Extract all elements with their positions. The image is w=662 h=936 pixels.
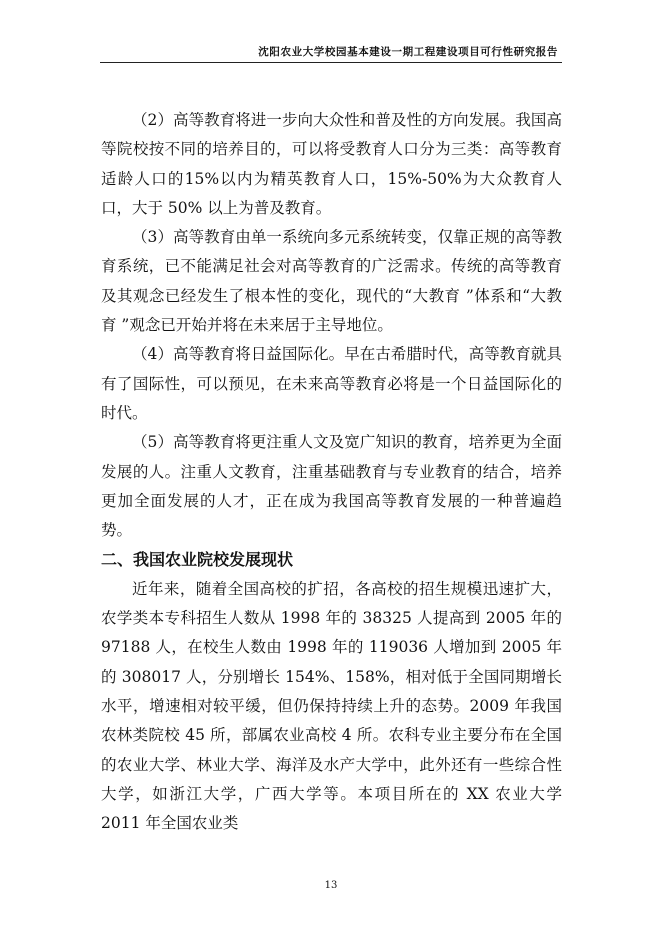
paragraph-agri-status: 近年来，随着全国高校的扩招，各高校的招生规模迅速扩大，农学类本专科招生人数从 1998 年的 38325 人提高到 2005 年的 97188 人，在校生人数由 1998 年的 119036 人增加到 2005 年的 308017 人，分别增长 154%、158%，相对低于全国同期增长水平，增速相对较平缓，但仍保持持续上升的态势。2009 年我国农林类院校 45 所，部属农业高校 4 所。农科专业主要分布在全国的农业大学、林业大学、海洋及水产大学中，此外还有一些综合性大学，如浙江大学，广西大学等。本项目所在的 XX 农业大学 2011 年全国农业类 bbox=[101, 579, 562, 833]
section-heading: 二、我国农业院校发展现状 bbox=[101, 550, 294, 570]
paragraph-trend-2: （2）高等教育将进一步向大众性和普及性的方向发展。我国高等院校按不同的培养目的，可以将受教育人口分为三类：高等教育适龄人口的15%以内为精英教育人口，15%-50%为大众教育人口，大于 50% 以上为普及教育。 bbox=[101, 111, 562, 217]
page-number: 13 bbox=[324, 880, 338, 891]
running-header-title: 沈阳农业大学校园基本建设一期工程建设项目可行性研究报告 bbox=[258, 46, 558, 58]
header-divider bbox=[100, 62, 562, 63]
paragraph-trend-5: （5）高等教育将更注重人文及宽广知识的教育，培养更为全面发展的人。注重人文教育，注重基础教育与专业教育的结合，培养更加全面发展的人才，正在成为我国高等教育发展的一种普遍趋势。 bbox=[101, 433, 562, 540]
paragraph-trend-3: （3）高等教育由单一系统向多元系统转变，仅靠正规的高等教育系统，已不能满足社会对高等教育的广泛需求。传统的高等教育及其观念已经发生了根本性的变化，现代的“大教育 ”体系和“大教育 ”观念已开始并将在未来居于主导地位。 bbox=[101, 228, 562, 335]
document-body bbox=[101, 106, 562, 838]
paragraph-trend-4: （4）高等教育将日益国际化。早在古希腊时代，高等教育就具有了国际性，可以预见，在未来高等教育必将是一个日益国际化的时代。 bbox=[101, 345, 562, 422]
